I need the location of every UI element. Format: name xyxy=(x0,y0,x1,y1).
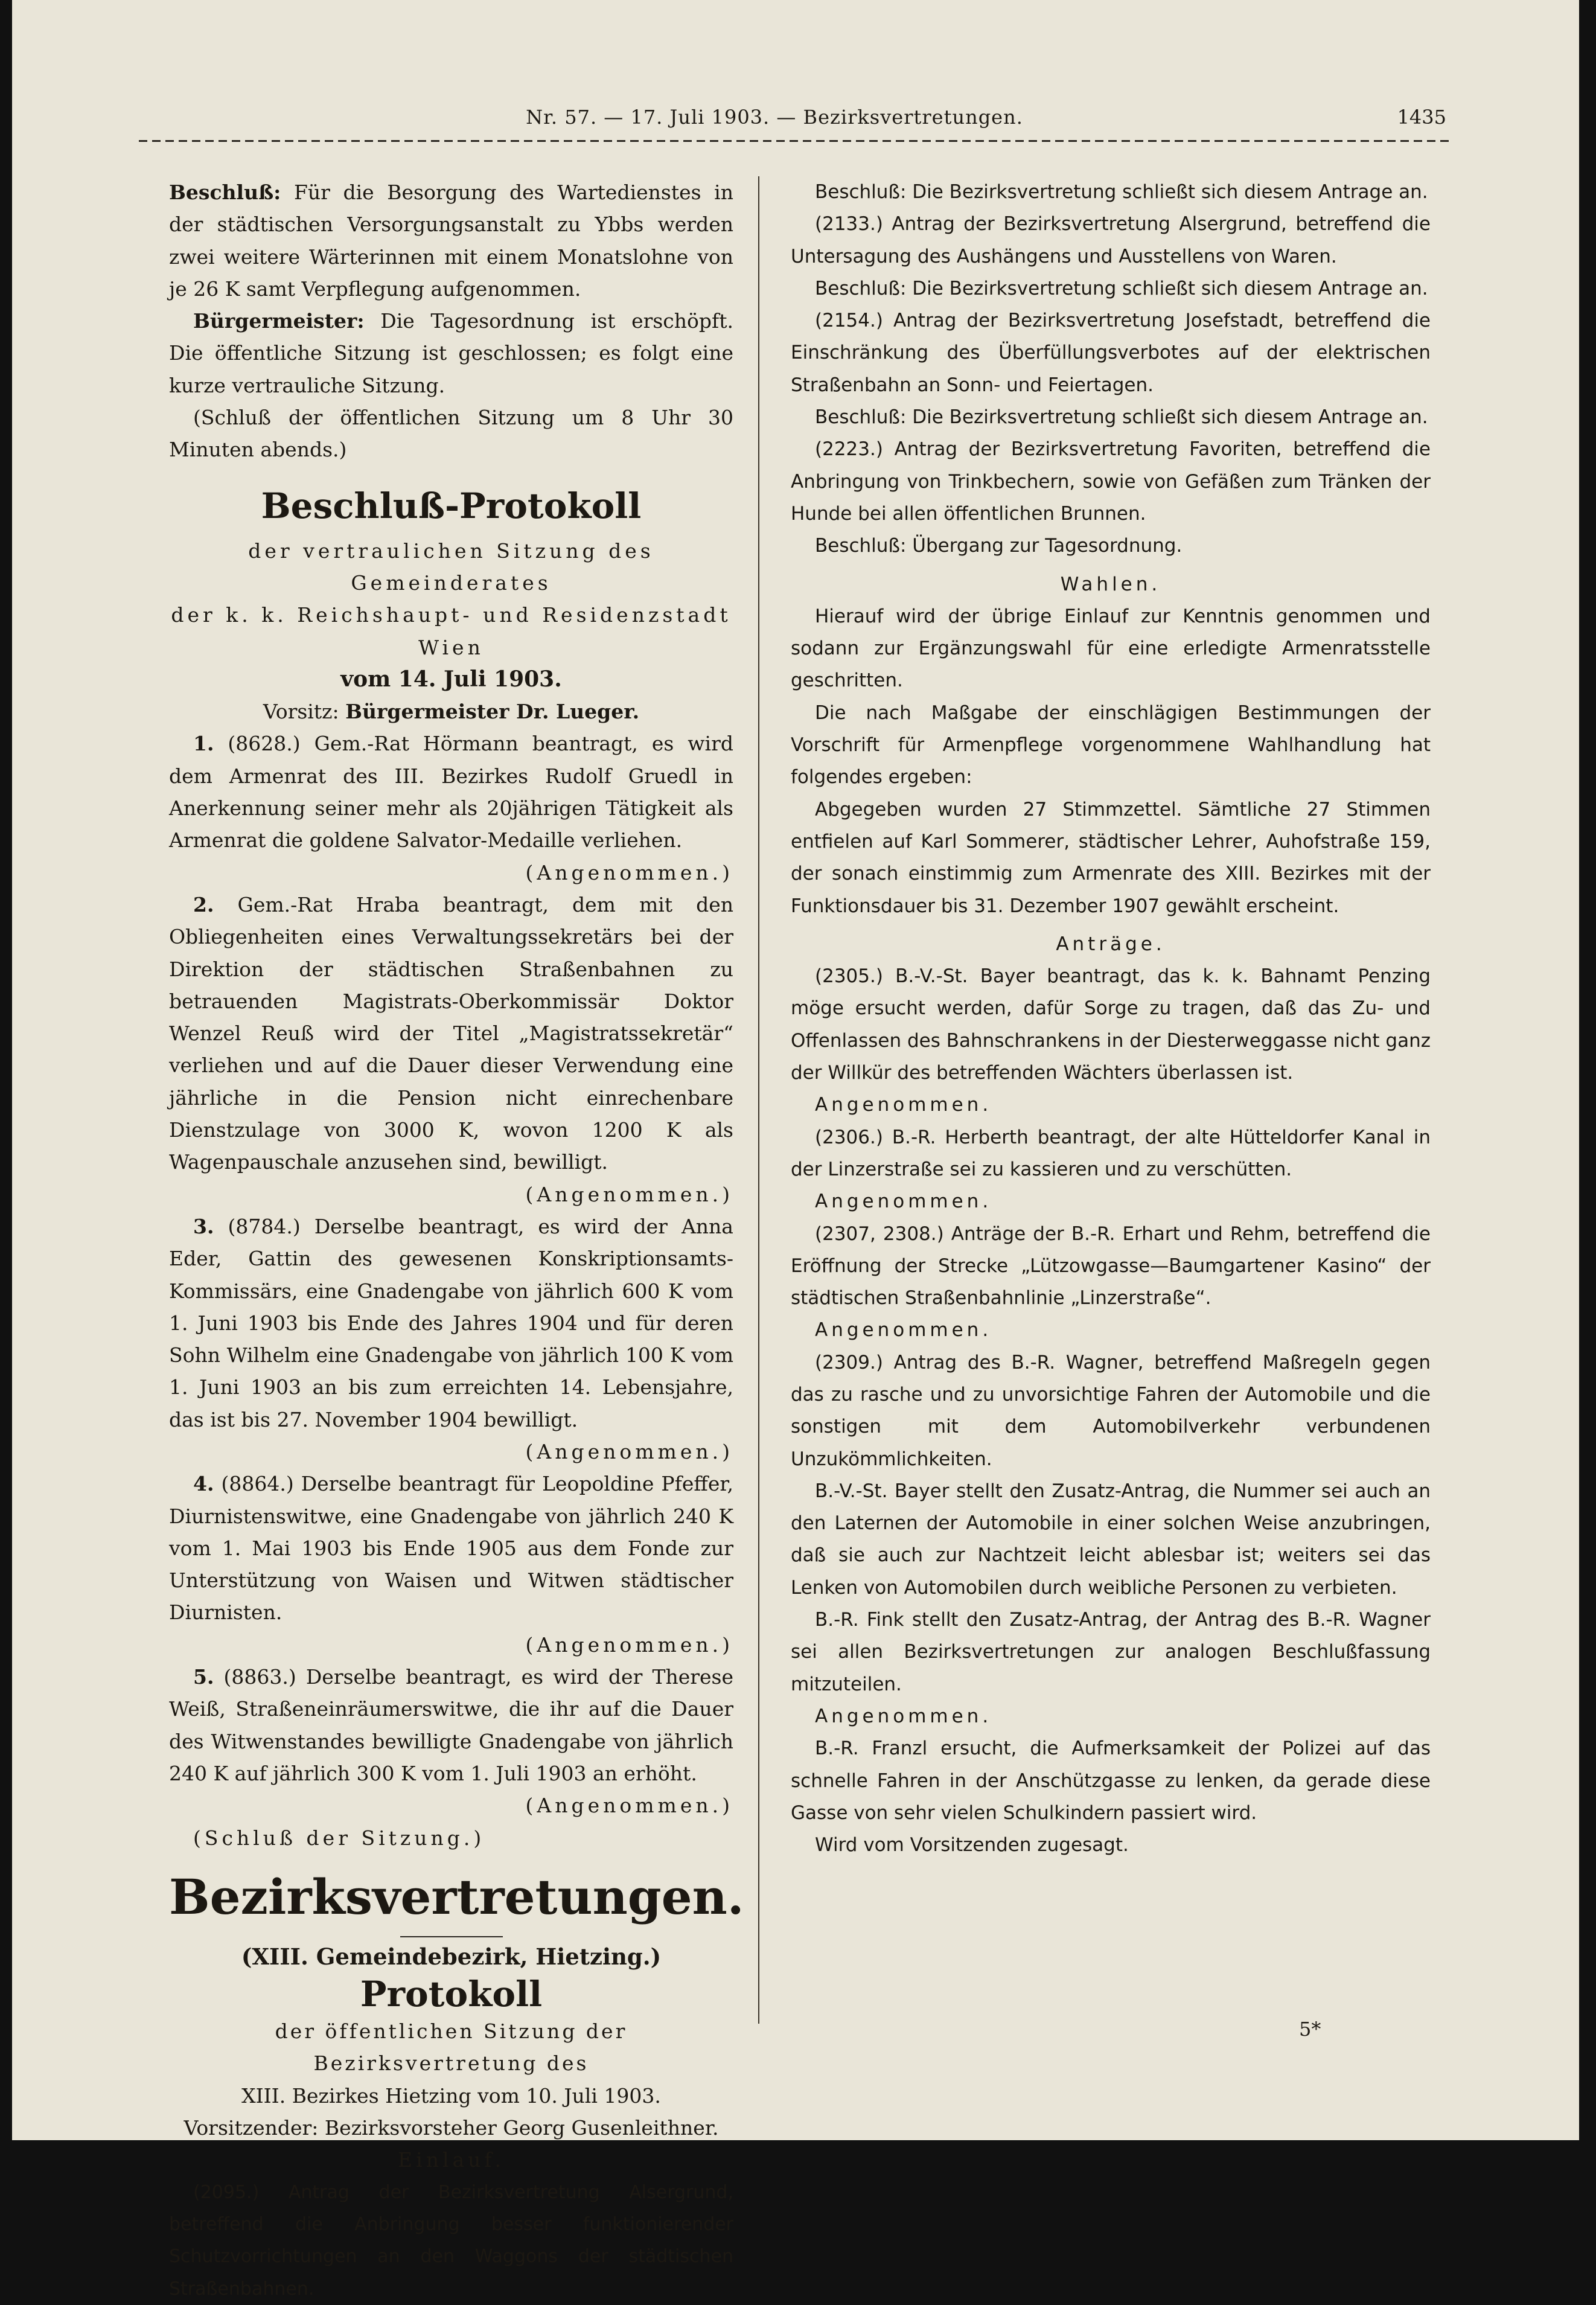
right-beschluss-2: Beschluß: Die Bezirksvertretung schließt sich diesem Antrage an. xyxy=(815,277,1428,299)
title-rule xyxy=(400,1936,503,1937)
antrag-2306: (2306.) B.-R. Herberth beantragt, der alte Hütteldorfer Kanal in der Linzerstraße sei zu kassieren und zu verschütten. xyxy=(791,1126,1431,1180)
vorsitz-label: Vorsitz: xyxy=(263,700,339,724)
item-2-result: (Angenommen.) xyxy=(525,1182,733,1206)
antrag-2305: (2305.) B.-V.-St. Bayer beantragt, das k. k. Bahnamt Penzing möge ersucht werden, dafür Sorge zu tragen, daß das Zu- und Offenlassen des Bahnschrankens in der Diesterweggasse nicht ganz der Willkür des betreffenden Wächters überlassen ist. xyxy=(791,965,1431,1084)
antrag-2309: (2309.) Antrag des B.-R. Wagner, betreffend Maßregeln gegen das zu rasche und zu unvorsichtige Fahren der Automobile und die sonstigen mit dem Automobilverkehr verbundenen Unzukömmlichkeiten. xyxy=(791,1351,1431,1470)
right-beschluss-1: Beschluß: Die Bezirksvertretung schließt sich diesem Antrage an. xyxy=(815,181,1428,203)
item-1-result: (Angenommen.) xyxy=(525,860,733,884)
antrag-2154: (2154.) Antrag der Bezirksvertretung Josefstadt, betreffend die Einschränkung des Überfüllungsverbotes auf der elektrischen Straßenbahn an Sonn- und Feiertagen. xyxy=(791,310,1431,396)
schluss-oeffentlich: (Schluß der öffentlichen Sitzung um 8 Uhr 30 Minuten abends.) xyxy=(169,406,733,462)
item-3-result: (Angenommen.) xyxy=(525,1439,733,1463)
buergermeister-paragraph xyxy=(169,305,733,401)
item-1 xyxy=(169,727,733,856)
right-column xyxy=(791,176,1431,1861)
angenommen-1: Angenommen. xyxy=(815,1094,992,1116)
bezirksvertretungen-title: Bezirksvertretungen. xyxy=(169,1868,744,1925)
bezirk-subtitle: (XIII. Gemeindebezirk, Hietzing.) xyxy=(241,1943,662,1970)
signature-mark: 5* xyxy=(1299,2018,1321,2041)
wahl-paragraph-3: Abgegeben wurden 27 Stimmzettel. Sämtliche 27 Stimmen entfielen auf Karl Sommerer, städtischer Lehrer, Auhofstraße 159, der sonach einstimmig zum Armenrate des XIII. Bezirkes mit der Funktionsdauer bis 31. Dezember 1907 gewählt erscheint. xyxy=(791,798,1431,917)
item-3 xyxy=(169,1210,733,1436)
right-beschluss-4: Beschluß: Übergang zur Tagesordnung. xyxy=(815,535,1183,557)
newspaper-page xyxy=(12,0,1579,2300)
beschluss-label: Beschluß: xyxy=(169,181,281,204)
item-1-text: (8628.) Gem.-Rat Hörmann beantragt, es wird dem Armenrat des III. Bezirkes Rudolf Gruedl in Anerkennung seiner mehr als 20jährigen Tätigkeit als Armenrat die goldene Salvator-Medaille verliehen. xyxy=(169,732,733,852)
item-4 xyxy=(169,1468,733,1628)
right-beschluss-3: Beschluß: Die Bezirksvertretung schließt sich diesem Antrage an. xyxy=(815,406,1428,429)
buergermeister-label: Bürgermeister: xyxy=(193,309,365,333)
protokoll-line-1: der vertraulichen Sitzung des Gemeinderates xyxy=(248,539,654,595)
header-dashed-rule xyxy=(139,140,1452,142)
antrag-2133: (2133.) Antrag der Bezirksvertretung Alsergrund, betreffend die Untersagung des Aushängens und Ausstellens von Waren. xyxy=(791,213,1431,267)
page-header xyxy=(103,106,1446,136)
zusage-vorsitzender: Wird vom Vorsitzenden zugesagt. xyxy=(815,1834,1129,1856)
item-3-number: 3. xyxy=(193,1214,214,1238)
item-5-result: (Angenommen.) xyxy=(525,1794,733,1818)
vorsitz-line xyxy=(169,695,733,727)
schluss-sitzung: (Schluß der Sitzung.) xyxy=(193,1826,485,1850)
beschluss-paragraph xyxy=(169,176,733,305)
angenommen-2: Angenommen. xyxy=(815,1191,992,1213)
zusatzantrag-fink: B.-R. Fink stellt den Zusatz-Antrag, der Antrag des B.-R. Wagner sei allen Bezirksvertretungen zur analogen Beschlußfassung mitzuteilen. xyxy=(791,1609,1431,1695)
item-2 xyxy=(169,889,733,1178)
bv-line-1: der öffentlichen Sitzung der Bezirksvertretung des xyxy=(275,2019,628,2076)
wahl-paragraph-2: Die nach Maßgabe der einschlägigen Bestimmungen der Vorschrift für Armenpflege vorgenommene Wahlhandlung hat folgendes ergeben: xyxy=(791,702,1431,788)
antraege-heading: Anträge. xyxy=(1056,933,1166,955)
item-2-text: Gem.-Rat Hraba beantragt, dem mit den Obliegenheiten eines Verwaltungssekretärs bei der Direktion der städtischen Straßenbahnen zu betrauenden Magistrats-Oberkommissär Doktor Wenzel Reuß wird der Titel „Magistratssekretär“ verliehen und auf die Dauer dieser Verwendung eine jährliche in die Pension nicht einrechenbare Dienstzulage von 3000 K, wovon 1200 K als Wagenpauschale anzusehen sind, bewilligt. xyxy=(169,892,733,1174)
wahlen-heading: Wahlen. xyxy=(1060,573,1161,595)
page-number: 1435 xyxy=(1397,106,1446,129)
protokoll-title: Beschluß-Protokoll xyxy=(261,485,642,526)
bv-vorsitzender: Vorsitzender: Bezirksvorsteher Georg Gusenleithner. xyxy=(184,2116,719,2140)
bv-protokoll-title: Protokoll xyxy=(360,1974,543,2015)
antrag-2223: (2223.) Antrag der Bezirksvertretung Favoriten, betreffend die Anbringung von Trinkbechern, sowie von Gefäßen zum Tränken der Hunde bei allen öffentlichen Brunnen. xyxy=(791,438,1431,525)
item-3-text: (8784.) Derselbe beantragt, es wird der Anna Eder, Gattin des gewesenen Konskriptionsamts-Kommissärs, eine Gnadengabe von jährlich 600 K vom 1. Juni 1903 bis Ende des Jahres 1904 und für deren Sohn Wilhelm eine Gnadengabe von jährlich 100 K vom 1. Juni 1903 an bis zum erreichten 14. Lebensjahre, das ist bis 27. November 1904 bewilligt. xyxy=(169,1214,733,1431)
zusatzantrag-bayer: B.-V.-St. Bayer stellt den Zusatz-Antrag, die Nummer sei auch an den Laternen der Automobile in einer solchen Weise anzubringen, daß sie auch zur Nachtzeit leicht ablesbar ist; weiters sei das Lenken von Automobilen durch weibliche Personen zu verbieten. xyxy=(791,1480,1431,1599)
item-4-result: (Angenommen.) xyxy=(525,1632,733,1657)
header-title: Nr. 57. — 17. Juli 1903. — Bezirksvertretungen. xyxy=(526,106,1023,129)
protokoll-line-2: der k. k. Reichshaupt- und Residenzstadt Wien xyxy=(171,603,732,659)
protokoll-date: vom 14. Juli 1903. xyxy=(340,666,562,692)
item-4-number: 4. xyxy=(193,1472,214,1496)
wahl-paragraph-1: Hierauf wird der übrige Einlauf zur Kenntnis genommen und sodann zur Ergänzungswahl für eine erledigte Armenratsstelle geschritten. xyxy=(791,605,1431,692)
angenommen-3: Angenommen. xyxy=(815,1319,992,1341)
item-2-number: 2. xyxy=(193,892,214,916)
item-1-number: 1. xyxy=(193,732,214,756)
buergermeister-text: Die Tagesordnung ist erschöpft. Die öffentliche Sitzung ist geschlossen; es folgt eine kurze vertrauliche Sitzung. xyxy=(169,309,733,397)
item-5-text: (8863.) Derselbe beantragt, es wird der Therese Weiß, Straßeneinräumerswitwe, die ihr auf die Dauer des Witwenstandes bewilligte Gnadengabe von jährlich 240 K auf jährlich 300 K vom 1. Juli 1903 an erhöht. xyxy=(169,1665,733,1785)
einlauf-2095: (2095.) Antrag der Bezirksvertretung Alsergrund, betreffend die Anbringung besser funktionierender Schutzvorrichtungen an den Waggons der städtischen Straßenbahnen. xyxy=(169,2181,733,2300)
angenommen-4: Angenommen. xyxy=(815,1705,992,1727)
item-4-text: (8864.) Derselbe beantragt für Leopoldine Pfeffer, Diurnistenswitwe, eine Gnadengabe von jährlich 240 K vom 1. Mai 1903 bis Ende 1905 aus dem Fonde zur Unterstützung von Waisen und Witwen städtischer Diurnisten. xyxy=(169,1472,733,1625)
vorsitz-name: Bürgermeister Dr. Lueger. xyxy=(345,700,640,724)
antrag-2307-2308: (2307, 2308.) Anträge der B.-R. Erhart und Rehm, betreffend die Eröffnung der Strecke „Lützowgasse—Baumgartener Kasino“ der städtischen Straßenbahnlinie „Linzerstraße“. xyxy=(791,1223,1431,1309)
column-divider xyxy=(758,176,759,2024)
ersuchen-franzl: B.-R. Franzl ersucht, die Aufmerksamkeit der Polizei auf das schnelle Fahren in der Anschützgasse zu lenken, da gerade diese Gasse von sehr vielen Schulkindern passiert wird. xyxy=(791,1738,1431,1824)
item-5-number: 5. xyxy=(193,1665,214,1689)
einlauf-heading: Einlauf. xyxy=(398,2148,505,2172)
beschluss-text: Für die Besorgung des Wartedienstes in der städtischen Versorgungsanstalt zu Ybbs werden zwei weitere Wärterinnen mit einem Monatslohne von je 26 K samt Verpflegung aufgenommen. xyxy=(169,181,733,301)
item-5 xyxy=(169,1661,733,1789)
bv-line-2: XIII. Bezirkes Hietzing vom 10. Juli 1903. xyxy=(241,2083,661,2108)
left-column xyxy=(169,176,744,2305)
